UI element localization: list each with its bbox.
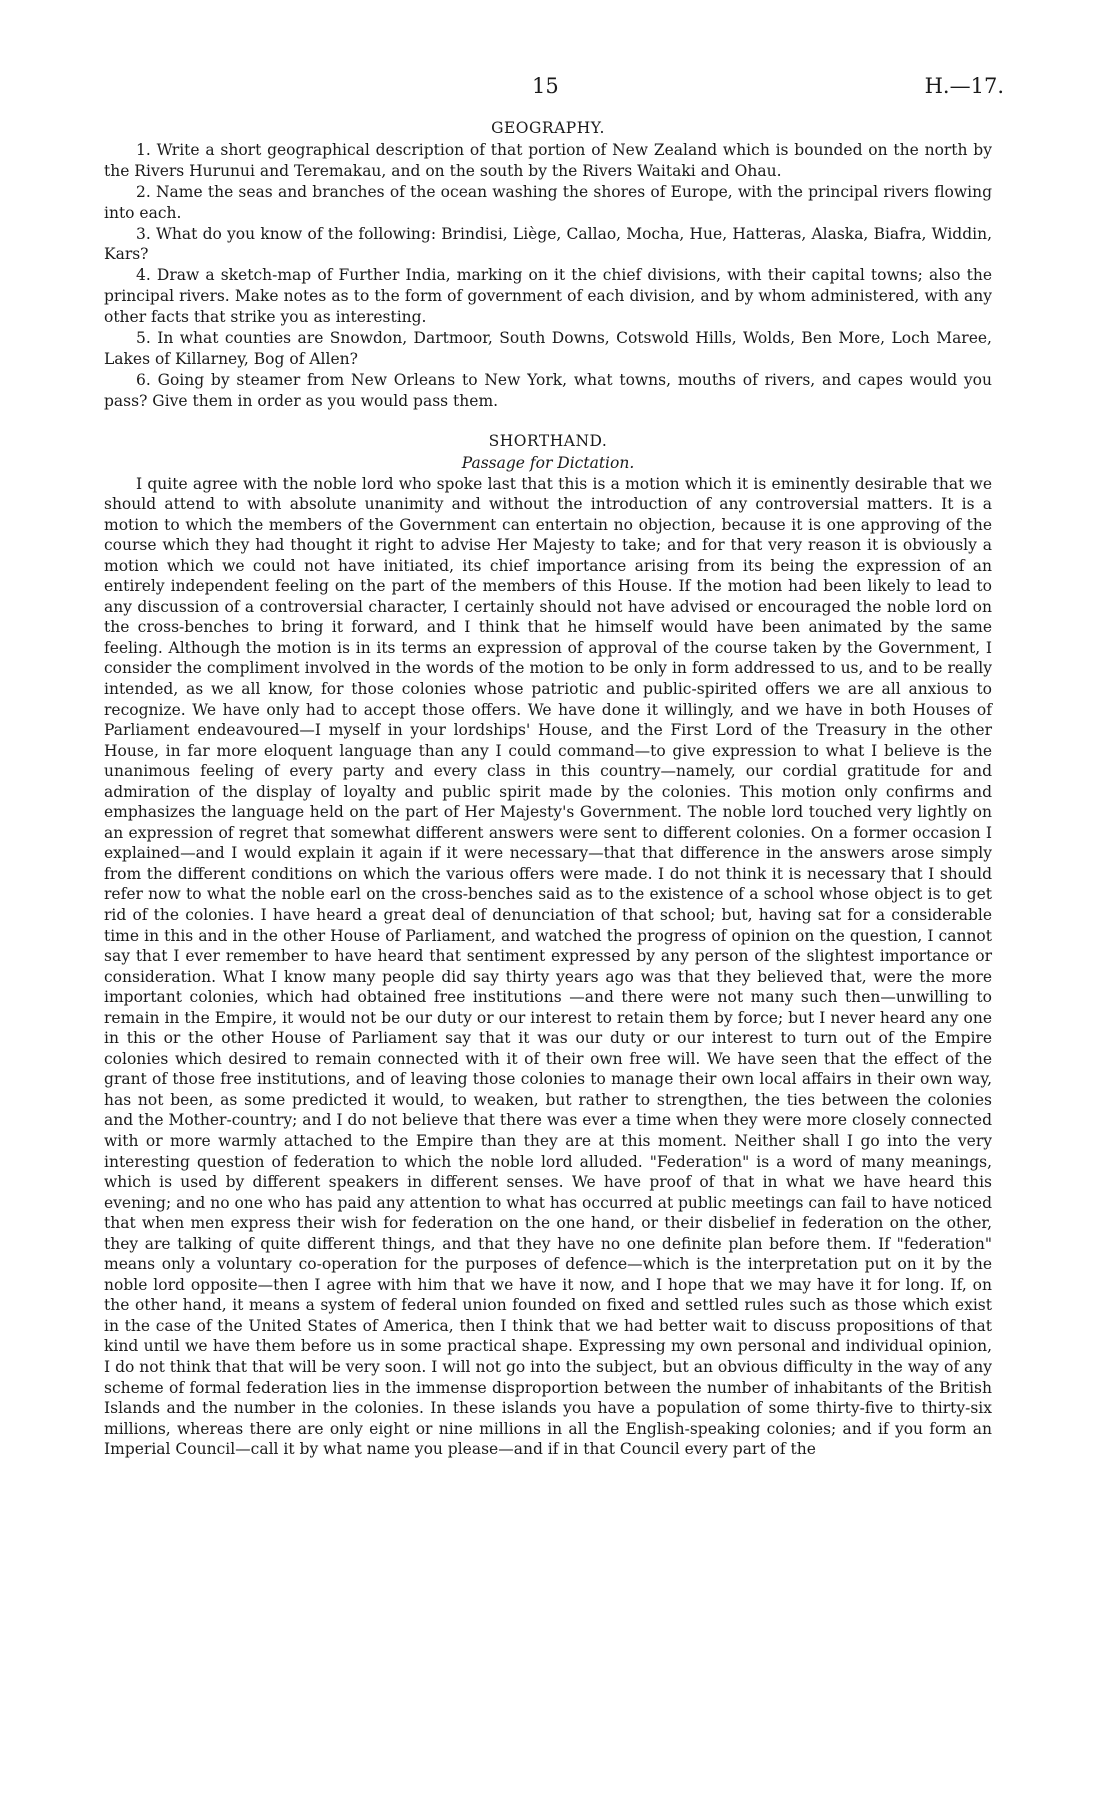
dictation-passage: I quite agree with the noble lord who spoke last that this is a motion which it is eminently desirable that we should attend to with absolute unanimity and without the introduction of any controversial matters. It is a motion to which the members of the Government can entertain no objection, because it is one approving of the course which they had thought it right to advise Her Majesty to take; and for that very reason it is obviously a motion which we could not have initiated, its chief importance arising from its being the expression of an entirely independent feeling on the part of the members of this House. If the motion had been likely to lead to any discussion of a controversial character, I certainly should not have advised or encouraged the noble lord on the cross-benches to bring it forward, and I think that he himself would have been animated by the same feeling. Although the motion is in its terms an expression of approval of the course taken by the Government, I consider the compliment involved in the words of the motion to be only in form addressed to us, and to be really intended, as we all know, for those colonies whose patriotic and public-spirited offers we are all anxious to recognize. We have only had to accept those offers. We have done it willingly, and we have in both Houses of Parliament endeavoured—I myself in your lordships' House, and the First Lord of the Treasury in the other House, in far more eloquent language than any I could command—to give expression to what I believe is the unanimous feeling of every party and every class in this country—namely, our cordial gratitude for and admiration of the display of loyalty and public spirit made by the colonies. This motion only confirms and emphasizes the language held on the part of Her Majesty's Government. The noble lord touched very lightly on an expression of regret that somewhat different answers were sent to different colonies. On a former occasion I explained—and I would explain it again if it were necessary—that that difference in the answers arose simply from the different conditions on which the various offers were made. I do not think it is necessary that I should refer now to what the noble earl on the cross-benches said as to the existence of a school whose object is to get rid of the colonies. I have heard a great deal of denunciation of that school; but, having sat for a considerable time in this and in the other House of Parliament, and watched the progress of opinion on the question, I cannot say that I ever remember to have heard that sentiment expressed by any person of the slightest importance or consideration. What I know many people did say thirty years ago was that they believed that, were the more important colonies, which had obtained free institutions —and there were not many such then—unwilling to remain in the Empire, it would not be our duty or our interest to retain them by force; but I never heard any one in this or the other House of Parliament say that it was our duty or our interest to turn out of the Empire colonies which desired to remain connected with it of their own free will. We have seen that the effect of the grant of those free institutions, and of leaving those colonies to manage their own local affairs in their own way, has not been, as some predicted it would, to weaken, but rather to strengthen, the ties between the colonies and the Mother-country; and I do not believe that there was ever a time when they were more closely connected with or more warmly attached to the Empire than they are at this moment. Neither shall I go into the very interesting question of federation to which the noble lord alluded. "Federation" is a word of many meanings, which is used by different speakers in different senses. We have proof of that in what we have heard this evening; and no one who has paid any attention to what has occurred at public meetings can fail to have noticed that when men express their wish for federation on the one hand, or their disbelief in federation on the other, they are talking of quite different things, and that they have no one definite plan before them. If "federation" means only a voluntary co-operation for the purposes of defence—which is the interpretation put on it by the noble lord opposite—then I agree with him that we have it now, and I hope that we may have it for long. If, on the other hand, it means a system of federal union founded on fixed and settled rules such as those which exist in the case of the United States of America, then I think that we had better wait to discuss propositions of that kind until we have them before us in some practical shape. Expressing my own personal and individual opinion, I do not think that that will be very soon. I will not go into the subject, but an obvious difficulty in the way of any scheme of formal federation lies in the immense disproportion between the number of inhabitants of the British Islands and the number in the colonies. In these islands you have a population of some thirty-five to thirty-six millions, whereas there are only eight or nine millions in all the English-speaking colonies; and if you form an Imperial Council—call it by what name you please—and if in that Council every part of the — [104, 474, 992, 1459]
geography-question-3: 3. What do you know of the following: Brindisi, Liège, Callao, Mocha, Hue, Hatteras, Alaska, Biafra, Widdin, Kars? — [104, 224, 992, 264]
geography-question-2: 2. Name the seas and branches of the ocean washing the shores of Europe, with the principal rivers flowing into each. — [104, 182, 992, 222]
shorthand-heading: SHORTHAND. — [488, 431, 608, 450]
page-content — [104, 118, 992, 1460]
geography-heading: GEOGRAPHY. — [491, 119, 605, 137]
geography-question-1: 1. Write a short geographical description of that portion of New Zealand which is bounded on the north by the Rivers Hurunui and Teremakau, and on the south by the Rivers Waitaki and Ohau. — [104, 140, 992, 180]
geography-section — [104, 118, 992, 412]
document-reference: H.—17. — [924, 74, 1004, 98]
page-number: 15 — [532, 74, 559, 98]
shorthand-section — [104, 431, 992, 1460]
dictation-subheading: Passage for Dictation. — [461, 453, 635, 472]
geography-question-6: 6. Going by steamer from New Orleans to New York, what towns, mouths of rivers, and capes would you pass? Give them in order as you would pass them. — [104, 370, 992, 410]
geography-question-4: 4. Draw a sketch-map of Further India, marking on it the chief divisions, with their capital towns; also the principal rivers. Make notes as to the form of government of each division, and by whom administered, with any other facts that strike you as interesting. — [104, 266, 992, 327]
geography-question-5: 5. In what counties are Snowdon, Dartmoor, South Downs, Cotswold Hills, Wolds, Ben More, Loch Maree, Lakes of Killarney, Bog of Allen? — [104, 329, 992, 368]
